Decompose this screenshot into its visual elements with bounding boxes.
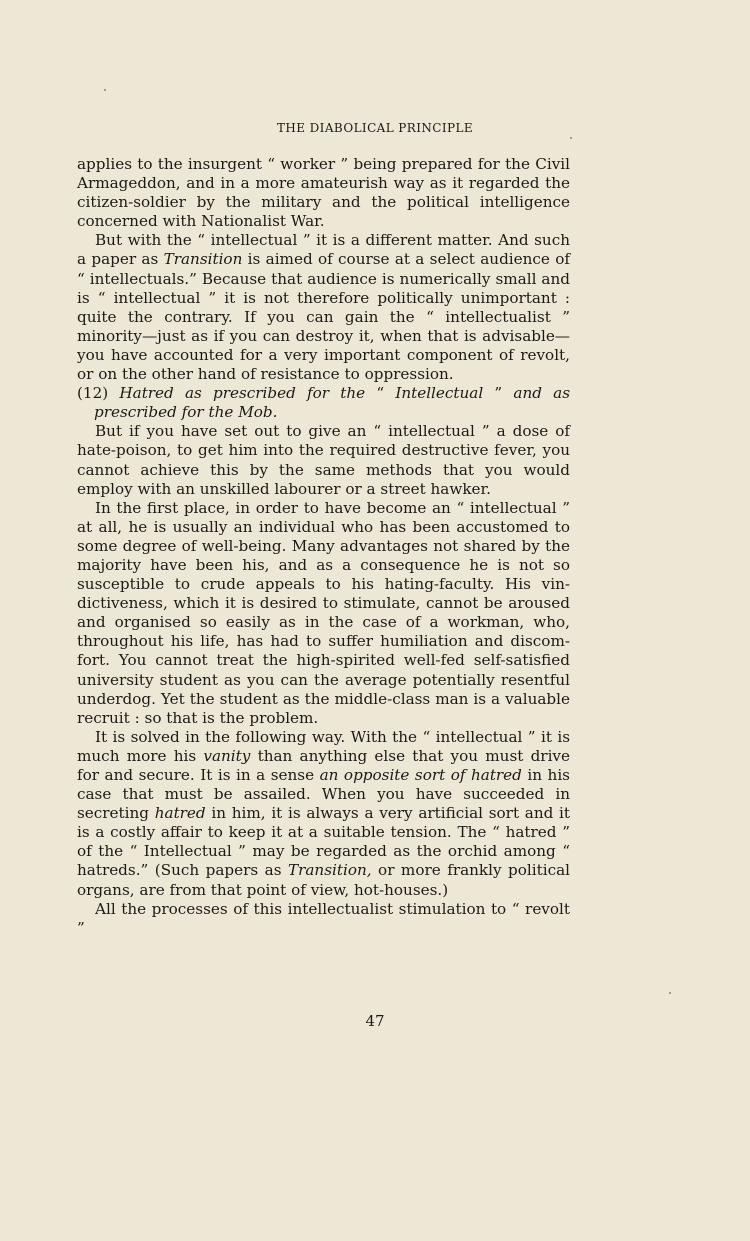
text-run: It is solved in the following way. With the “ intellectual ” it is much more his (77, 727, 570, 765)
section-heading-12 (77, 384, 570, 422)
page-number: 47 (365, 1012, 385, 1030)
text-run: or more frankly political organs, are from that point of view, hot-houses.) (77, 861, 570, 899)
heading-quote-close: ” (483, 384, 503, 403)
journal-title-transition: Transition, (287, 861, 372, 880)
heading-run: Intellectual (395, 384, 484, 403)
section-number: (12) (77, 384, 120, 403)
paragraph-first-place: In the first place, in order to have become an “ intellectual ” at all, he is usually an individual who has been accustomed to some degree of well-being. Many advantages not shared by the majority have been his, and as a consequence he is not so susceptible to crude appeals to his hating-faculty. His vindictiveness, which it is desired to stimulate, cannot be aroused and organised so easily as in the case of a workman, who, throughout his life, has had to suffer humiliation and discomfort. You cannot treat the high-spirited well-fed self-satisfied university student as you can the average potentially resentful underdog. Yet the student as the middle-class man is a valuable recruit : so that is the problem. (77, 498, 570, 727)
paragraph-processes: All the processes of this intellectualist stimulation to “ revolt ” (77, 899, 570, 937)
heading-run: Hatred as prescribed for the (119, 384, 377, 403)
text-run: in his case that must be assailed. When you have succeeded in secreting (77, 766, 570, 823)
heading-run: and as prescribed for the Mob. (94, 384, 571, 422)
emphasis-opposite-hatred: an opposite sort of hatred (319, 766, 522, 784)
paragraph-intellectual-matter (77, 231, 570, 384)
paragraph-hate-poison: But if you have set out to give an “ intellectual ” a dose of hate-poison, to get him into the required destructive fever, you cannot achieve this by the same methods that you would employ with an unskilled labourer or a street hawker. (77, 422, 570, 498)
paragraph-solved (77, 728, 570, 900)
heading-quote-open: “ (376, 384, 396, 403)
text-run: is aimed of course at a select audience of “ intellectuals.” Because that audience is numerically small and is “ intellectual ” it is not therefore politically unimportant : quite the contrary. If you can gain the “ intellectualist ” minority—just as if you can destroy it, when that is advisable—you have accounted for a very important component of revolt, or on the other hand of resistance to oppression. (77, 250, 570, 384)
paper-speck (570, 137, 572, 139)
paper-speck (104, 89, 106, 91)
journal-title-transition: Transition (163, 250, 243, 269)
emphasis-vanity: vanity (203, 746, 251, 765)
paragraph-continued: applies to the insurgent “ worker ” being prepared for the Civil Armageddon, and in a more amateurish way as it regarded the citizen-soldier by the military and the political intelligence concerned with Nationalist War. (77, 155, 570, 231)
paper-speck (669, 992, 671, 994)
text-run: But with the “ intellectual ” it is a different matter. And such a paper as (77, 231, 570, 269)
text-run: than anything else that you must drive for and secure. It is in a sense (77, 746, 570, 784)
running-head: THE DIABOLICAL PRINCIPLE (277, 121, 473, 135)
text-run: in him, it is always a very artificial sort and it is a costly affair to keep it at a suitable tension. The “ hatred ” of the “ Intellectual ” may be regarded as the orchid among “ hatreds.” (Such papers as (77, 804, 571, 880)
emphasis-hatred: hatred (154, 804, 206, 823)
body-text (77, 155, 570, 938)
